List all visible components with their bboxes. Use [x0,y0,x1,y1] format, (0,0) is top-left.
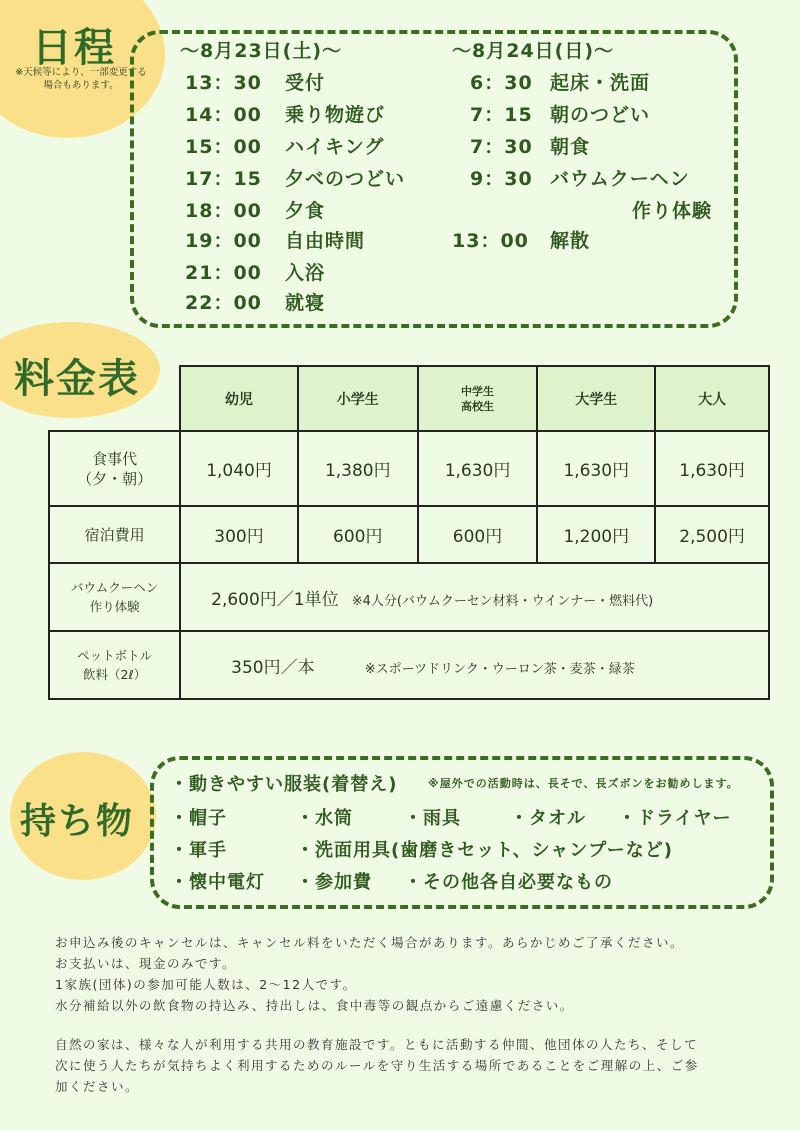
baum-note: ※4人分(バウムクーセン材料・ウインナー・燃料代) [351,593,654,609]
item: ・帽子 [170,808,227,829]
table-cell: 600円 [418,506,538,563]
table-cell: 1,200円 [537,506,655,563]
day2-row: 6：30 起床・洗面 [470,72,651,94]
table-cell: 1,630円 [655,431,769,506]
footer-line: 次に使う人たちが気持ちよく利用するためのルールを守り生活する場所であることをご理解の上、ご参 [55,1058,699,1073]
items-row [170,868,770,892]
schedule-note: ※天候等により、一部変更する場合もあります。 [15,67,147,91]
table-cell: 1,040円 [180,431,298,506]
item: ・水筒 [296,808,353,829]
items-row [170,804,770,828]
footer-line: 1家族(団体)の参加可能人数は、2～12人です。 [55,977,357,992]
table-row [49,506,769,563]
table-cell [180,631,769,699]
table-cell: 2,500円 [655,506,769,563]
baum-price: 2,600円／1単位 [211,589,339,610]
items-row [170,836,770,860]
day2-row: 9：30 バウムクーヘン [470,168,690,190]
day1-row: 15：00 ハイキング [185,136,385,158]
item: ・雨具 [404,808,461,829]
day1-row: 13：30 受付 [185,72,326,94]
day1-header: ～8月23日(土)～ [180,40,343,62]
footer-line: 水分補給以外の飲食物の持込み、持出しは、食中毒等の観点からご遠慮ください。 [55,998,574,1013]
day1-row: 18：00 夕食 [185,200,326,222]
table-cell: 300円 [180,506,298,563]
row-header: 宿泊費用 [49,506,180,563]
fee-table [48,365,770,700]
footer-line: お支払いは、現金のみです。 [55,956,237,971]
day2-row: 13：00 解散 [452,230,591,252]
day1-row: 22：00 就寝 [185,292,326,314]
day2-row-cont: 作り体験 [632,200,713,222]
day1-row: 14：00 乗り物遊び [185,104,386,126]
day1-row: 17：15 夕べのつどい [185,168,406,190]
table-row [49,431,769,506]
bottle-note: ※スポーツドリンク・ウーロン茶・麦茶・緑茶 [364,661,635,677]
footer-line: お申込み後のキャンセルは、キャンセル料をいただく場合があります。あらかじめご了承ください。 [55,935,685,950]
item: ・軍手 [170,840,227,861]
row-header: バウムクーヘン 作り体験 [49,563,180,631]
item: ・タオル [510,808,586,829]
col-header: 小学生 [298,366,418,431]
table-cell: 1,380円 [298,431,418,506]
col-header: 幼児 [180,366,298,431]
item: ・洗面用具(歯磨きセット、シャンプーなど) [296,840,673,861]
day2-row: 7：30 朝食 [470,136,591,158]
col-header: 大学生 [537,366,655,431]
table-row [49,563,769,631]
day2-row: 7：15 朝のつどい [470,104,651,126]
item: ・その他各自必要なもの [404,872,613,893]
table-cell: 1,630円 [418,431,538,506]
table-row [49,631,769,699]
bottle-price: 350円／本 [231,657,315,678]
row-header: 食事代 （夕・朝） [49,431,180,506]
item: ・懐中電灯 [170,872,265,893]
item-note: ※屋外での活動時は、長そで、長ズボンをお勧めします。 [428,777,739,790]
day2-header: ～8月24日(日)～ [452,40,615,62]
table-corner [49,366,180,431]
items-title: 持ち物 [20,801,135,842]
row-header: ペットボトル 飲料（2ℓ） [49,631,180,699]
table-cell: 600円 [298,506,418,563]
table-cell [180,563,769,631]
item: ・ドライヤー [618,808,732,829]
day1-row: 21：00 入浴 [185,262,326,284]
table-cell: 1,630円 [537,431,655,506]
col-header: 中学生 高校生 [418,366,538,431]
col-header: 大人 [655,366,769,431]
item: ・動きやすい服装(着替え) [170,774,398,795]
day1-row: 19：00 自由時間 [185,230,366,252]
fees-title: 料金表 [14,356,140,402]
footer-line: 加ください。 [55,1079,140,1094]
item: ・参加費 [296,872,372,893]
items-row [170,770,770,794]
schedule-title: 日程 [32,25,116,71]
footer-line: 自然の家は、様々な人が利用する共用の教育施設です。ともに活動する仲間、他団体の人たち、そして [55,1037,699,1052]
